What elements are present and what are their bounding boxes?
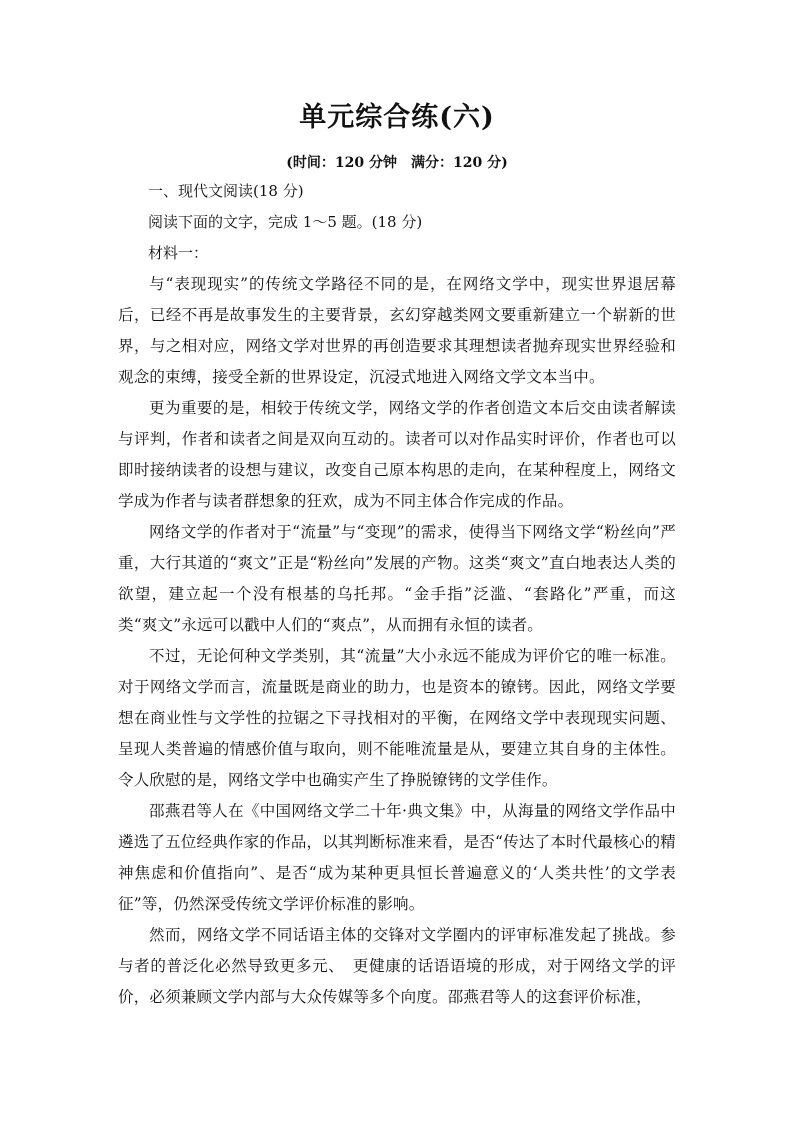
paragraph-5: 邵燕君等人在《中国网络文学二十年·典文集》中，从海量的网络文学作品中遴选了五位经典作家的作品，以其判断标准来看，是否“传达了本时代最核心的精神焦虑和价值指向”、是否“成为某种更具恒长普遍意义的‘人类共性’的文学表征”等，仍然深受传统文学评价标准的影响。 xyxy=(118,802,676,913)
paragraph-3: 网络文学的作者对于“流量”与“变现”的需求，使得当下网络文学“粉丝向”严重，大行其道的“爽文”正是“粉丝向”发展的产物。这类“爽文”直白地表达人类的欲望，建立起一个没有根基的乌托邦。“金手指”泛滥、“套路化”严重，而这类“爽文”永远可以戳中人们的“爽点”，从而拥有永恒的读者。 xyxy=(118,523,676,634)
paragraph-2: 更为重要的是，相较于传统文学，网络文学的作者创造文本后交由读者解读与评判，作者和读者之间是双向互动的。读者可以对作品实时评价，作者也可以即时接纳读者的设想与建议，改变自己原本构思的走向，在某种程度上，网络文学成为作者与读者群想象的狂欢，成为不同主体合作完成的作品。 xyxy=(118,399,676,510)
document-title: 单元综合练(六) xyxy=(299,102,495,133)
material-label: 材料一： xyxy=(148,244,209,262)
section-heading: 一、现代文阅读(18 分) xyxy=(148,182,304,200)
paragraph-6: 然而，网络文学不同话语主体的交锋对文学圈内的评审标准发起了挑战。参与者的普泛化必然导致更多元、 更健康的话语语境的形成，对于网络文学的评价，必须兼顾文学内部与大众传媒等多个向度。邵燕君等人的这套评价标准， xyxy=(118,926,676,1006)
paragraph-4: 不过，无论何种文学类别，其“流量”大小永远不能成为评价它的唯一标准。对于网络文学而言，流量既是商业的助力，也是资本的镣铐。因此，网络文学要想在商业性与文学性的拉锯之下寻找相对的平衡，在网络文学中表现现实问题、呈现人类普遍的情感价值与取向，则不能唯流量是从，要建立其自身的主体性。令人欣慰的是，网络文学中也确实产生了挣脱镣铐的文学佳作。 xyxy=(118,647,676,789)
exam-info: (时间：120 分钟 满分：120 分) xyxy=(286,155,508,171)
reading-instruction: 阅读下面的文字，完成 1～5 题。(18 分) xyxy=(148,213,423,231)
paragraph-1: 与“表现现实”的传统文学路径不同的是，在网络文学中，现实世界退居幕后，已经不再是故事发生的主要背景，玄幻穿越类网文要重新建立一个崭新的世界，与之相对应，网络文学对世界的再创造要求其理想读者抛弃现实世界经验和观念的束缚，接受全新的世界设定，沉浸式地进入网络文学文本当中。 xyxy=(118,275,676,386)
